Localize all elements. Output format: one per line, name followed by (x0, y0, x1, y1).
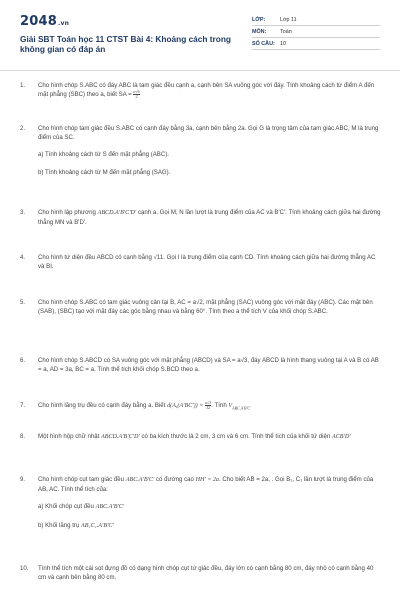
question-6: 6. Cho hình chóp S.ABCD có SA vuông góc với mặt phẳng (ABCD) và SA = a√3, đáy ABCD là hình thang vuông tại A và B có AB = a, AD = 3a, BC = a. Tính thể tích khối chóp S.BCD theo a. (20, 357, 379, 374)
meta-row-subject: MÔN: Toán (252, 26, 380, 38)
question-8: 8. Một hình hộp chữ nhật ABCD.A′B′C′D′ có ba kích thước là 2 cm, 3 cm và 6 cm. Tính thể tích của khối tứ diện ACB′D′ (20, 433, 351, 440)
page-title: Giải SBT Toán học 11 CTST Bài 4: Khoảng cách trong không gian có đáp án (20, 34, 231, 54)
question-9: 9. Cho hình chóp cụt tam giác đều ABC.A′B′C′ có đường cao HH′ = 2a. Cho biết AB = 2a, . Gọi B₁, C₁ lần lượt là trung điểm của AB, AC. Tính thể tích của: a) Khối chóp cụt đều ABC.A′B′C′ b) Khối lăng trụ AB₁C₁.A′B′C′ (20, 476, 374, 529)
question-2: 2. Cho hình chóp tam giác đều S.ABC có cạnh đáy bằng 3a, cạnh bên bằng 2a. Gọi G là trọng tâm của tam giác ABC, M là trung điểm của SC. a) Tính khoảng cách từ S đến mặt phẳng (ABC). b) Tính khoảng cách từ M đến mặt phẳng (SAG). (20, 125, 379, 176)
question-3: 3. Cho hình lập phương ABCD.A′B′C′D′ cạnh a. Gọi M, N lần lượt là trung điểm của AC và B′C′. Tính khoảng cách giữa hai đường thẳng MN và B′D′. (20, 209, 381, 227)
meta-row-class: LỚP: Lớp 11 (252, 14, 380, 26)
question-7: 7. Cho hình lăng trụ đều có cạnh đáy bằng a. Biết d(A,(A′BC′)) = $\frac{a√3}{12}$ . Tính $V_{ABC.A'B'C'}$ (20, 400, 251, 411)
question-10: 10. Tính thể tích một cái sọt đựng đồ có dạng hình chóp cụt tứ giác đều, đáy lớn có cạnh bằng 80 cm, đáy nhỏ có cạnh bằng 40 cm và cạnh bên bằng 80 cm. (20, 565, 374, 582)
question-5: 5. Cho hình chóp S.ABC có tam giác vuông cân tại B, AC = a√2, mặt phẳng (SAC) vuông góc với mặt đáy (ABC). Các mặt bên (SAB), (SBC) tạo với mặt đáy các góc bằng nhau và bằng 60°. Tính theo a thể tích V của khối chóp S.ABC. (20, 299, 373, 316)
site-logo[interactable]: 2048.vn (20, 14, 70, 29)
question-1: 1. Cho hình chóp S.ABC có đáy ABC là tam giác đều cạnh a, cạnh bên SA vuông góc với đáy. Tính khoảng cách từ điểm A đến mặt phẳng (SBC) theo a, biết SA = $\frac{a√6}{2}$ (20, 82, 375, 100)
question-4: 4. Cho hình tứ diện đều ABCD có cạnh bằng √11. Gọi I là trung điểm của cạnh CD. Tính khoảng cách giữa hai đường thẳng AC và BI. (20, 254, 376, 271)
meta-info (252, 14, 380, 50)
header-divider (0, 70, 400, 71)
meta-row-count: SỐ CÂU: 10 (252, 38, 380, 50)
document-header (20, 14, 380, 62)
